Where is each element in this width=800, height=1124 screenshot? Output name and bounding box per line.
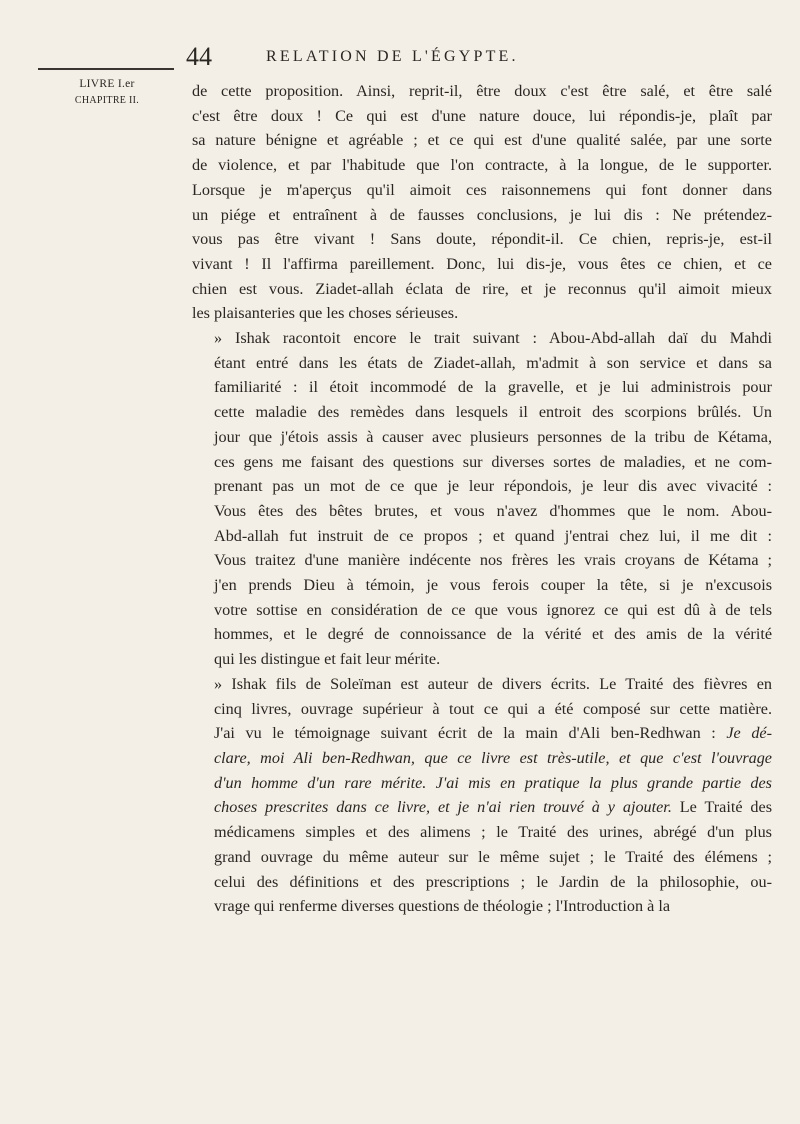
text-line: vous pas être vivant ! Sans doute, répondit-il. Ce chien, repris-je, est-il [192, 230, 772, 249]
margin-note-chapitre: CHAPITRE II. [74, 95, 140, 106]
text-line: d'un homme d'un rare mérite. J'ai mis en pratique la plus grande partie des [214, 773, 772, 792]
text-line: les plaisanteries que les choses sérieuses. [192, 304, 459, 323]
text-line: de cette proposition. Ainsi, reprit-il, être doux c'est être salé, et être salé [192, 82, 772, 100]
text-line: cette maladie des remèdes dans lesquels il entroit des scorpions brûlés. Un [214, 403, 772, 422]
text-line: qui les distingue et fait leur mérite. [214, 650, 441, 669]
running-title: RELATION DE L'ÉGYPTE. [266, 48, 519, 65]
text-line: » Ishak fils de Soleïman est auteur de divers écrits. Le Traité des fièvres en [214, 674, 772, 693]
text-line: clare, moi Ali ben-Redhwan, que ce livre est très-utile, et que c'est l'ouvrage [214, 748, 772, 767]
paragraph [192, 672, 772, 919]
text-line: familiarité : il étoit incommodé de la gravelle, et je lui administrois pour [214, 378, 772, 397]
paragraph [192, 326, 772, 672]
text-line: sa nature bénigne et agréable ; et ce qui est d'une qualité salée, par une sorte [192, 131, 772, 150]
text-line: hommes, et le degré de connoissance de la vérité et des amis de la vérité [214, 625, 772, 644]
page-number: 44 [186, 42, 212, 71]
text-line: cinq livres, ouvrage supérieur à tout ce qui a été composé sur cette matière. [214, 699, 772, 718]
text-line: étant entré dans les états de Ziadet-allah, m'admit à son service et dans sa [214, 353, 772, 372]
text-line: ces gens me faisant des questions sur diverses sortes de maladies, et ne com- [214, 452, 772, 471]
text-line: prenant pas un mot de ce que je leur répondois, je leur dis avec vivacité : [214, 477, 772, 496]
body-text [192, 79, 772, 919]
text-line: votre sottise en considération de ce que vous ignorez ce qui est dû à de tels [214, 600, 772, 619]
text-line: Abd-allah fut instruit de ce propos ; et quand j'entrai chez lui, il me dit : [214, 526, 772, 545]
text-line: c'est être doux ! Ce qui est d'une nature douce, lui répondis-je, plaît par [192, 106, 772, 125]
text-line: Vous traitez d'une manière indécente nos frères les vrais croyans de Kétama ; [214, 551, 772, 570]
text-line: vrage qui renferme diverses questions de théologie ; l'Introduction à la [214, 897, 671, 916]
page-header [186, 42, 766, 72]
text-line: jour que j'étois assis à causer avec plusieurs personnes de la tribu de Kétama, [214, 427, 772, 446]
text-line: celui des définitions et des prescriptions ; le Jardin de la philosophie, ou- [214, 872, 772, 891]
text-line: vivant ! Il l'affirma pareillement. Donc, lui dis-je, vous êtes ce chien, et ce [192, 254, 772, 273]
text-line: un piége et entraînent à de fausses conclusions, je lui dis : Ne prétendez- [192, 205, 772, 224]
text-line: chien est vous. Ziadet-allah éclata de rire, et je reconnus qu'il aimoit mieux [192, 279, 772, 298]
text-line: » Ishak racontoit encore le trait suivant : Abou-Abd-allah daï du Mahdi [214, 329, 772, 348]
text-line: j'en prends Dieu à témoin, je vous ferois couper la tête, si je n'excusois [214, 576, 772, 595]
text-line: Lorsque je m'aperçus qu'il aimoit ces raisonnemens qui font donner dans [192, 180, 772, 199]
text-line: grand ouvrage du même auteur sur le même sujet ; le Traité des élémens ; [214, 847, 772, 866]
margin-note-livre: LIVRE I.er [79, 78, 135, 90]
text-line: choses prescrites dans ce livre, et je n'ai rien trouvé à y ajouter. Le Traité des [214, 798, 773, 817]
text-line: Vous êtes des bêtes brutes, et vous n'avez d'hommes que le nom. Abou- [214, 501, 772, 520]
text-line: J'ai vu le témoignage suivant écrit de la main d'Ali ben-Redhwan : Je dé- [214, 724, 772, 743]
paragraph [192, 79, 772, 326]
margin-rule [38, 68, 174, 70]
text-line: de violence, et par l'habitude que l'on contracte, à la longue, de le supporter. [192, 156, 772, 175]
text-line: médicamens simples et des alimens ; le Traité des urines, abrégé d'un plus [214, 823, 772, 842]
